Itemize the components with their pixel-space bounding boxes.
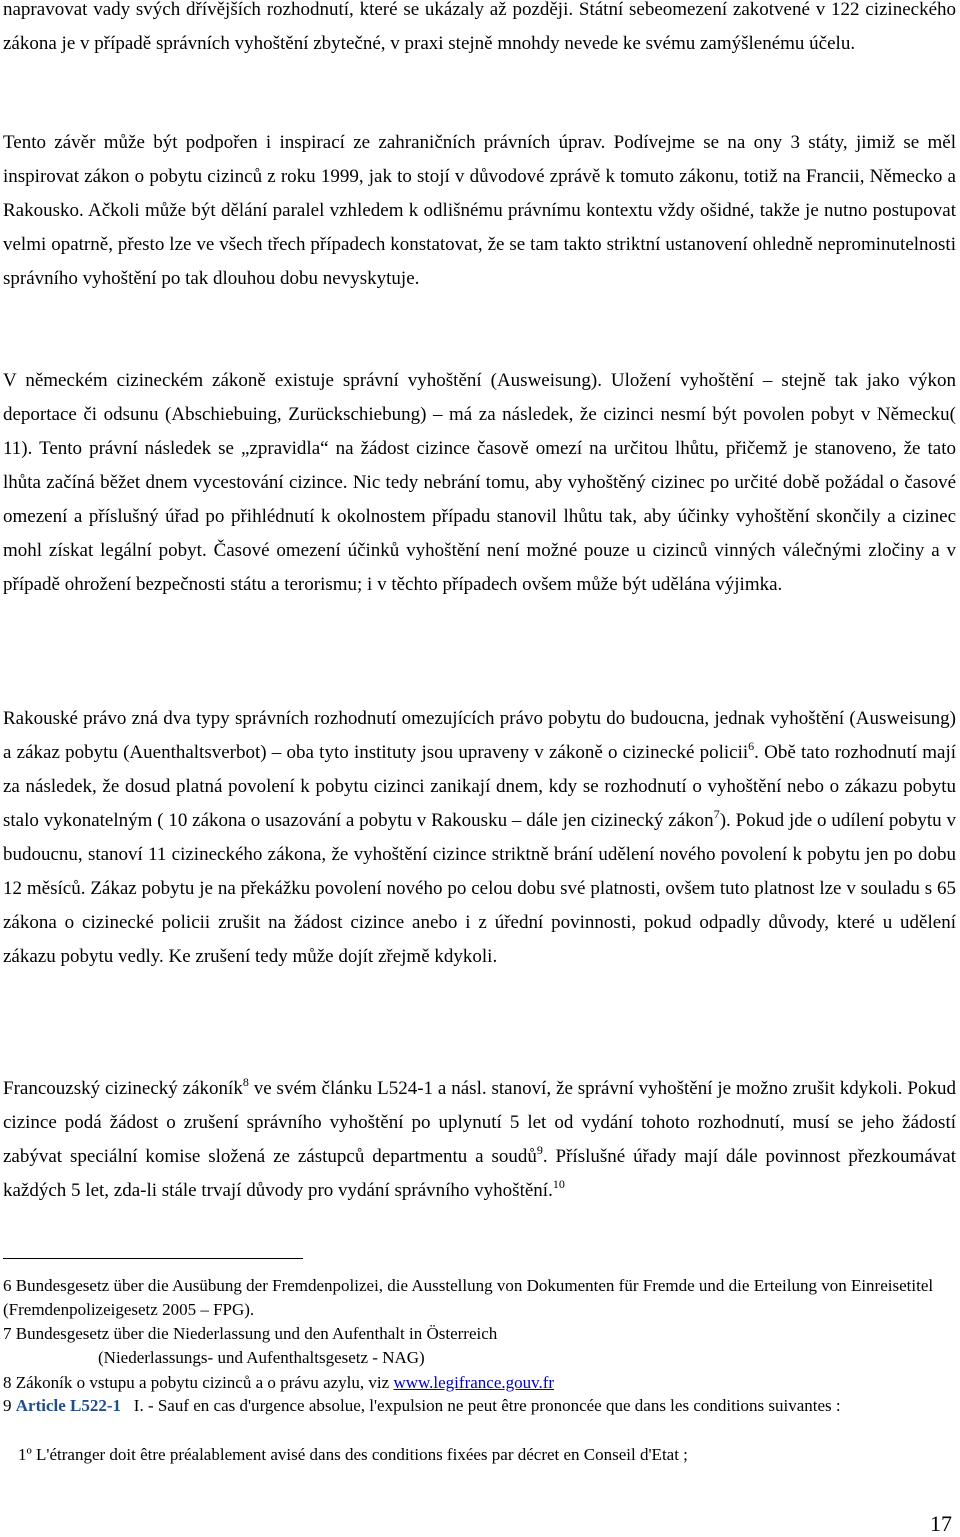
footnote-7: 7 Bundesgesetz über die Niederlassung und den Aufenthalt in Österreich — [3, 1324, 498, 1343]
paragraph-4-part-a: Rakouské právo zná dva typy správních rozhodnutí omezujících právo pobytu do budoucna, jednak vyhoštění (Ausweisung) a zákaz pobytu (Auenthaltsverbot) – oba tyto instituty jsou upraveny v zákoně o cizinecké policii — [3, 708, 956, 763]
legifrance-link[interactable]: www.legifrance.gouv.fr — [393, 1373, 555, 1392]
paragraph-4 — [3, 702, 956, 974]
paragraph-3: V německém cizineckém zákoně existuje správní vyhoštění (Ausweisung). Uložení vyhoštění – stejně tak jako výkon deportace či odsunu (Abschiebuing, Zurückschiebung) – má za následek, že cizinci nesmí být povolen pobyt v Německu( 11). Tento právní následek se „zpravidla“ na žádost cizince časově omezí na určitou lhůtu, přičemž je stanoveno, že tato lhůta začíná běžet dnem vycestování cizince. Nic tedy nebrání tomu, aby vyhoštěný cizinec po určité době požádal o časové omezení a příslušný úřad po přihlédnutí k okolnostem případu stanovil lhůtu tak, aby účinky vyhoštění skončily a cizinec mohl získat legální pobyt. Časové omezení účinků vyhoštění není možné pouze u cizinců vinných válečnými zločiny a v případě ohrožení bezpečnosti státu a terorismu; i v těchto případech ovšem může být udělána výjimka. — [3, 370, 956, 595]
paragraph-1: napravovat vady svých dřívějších rozhodnutí, které se ukázaly až později. Státní sebeomezení zakotvené v 122 cizineckého zákona je v případě správních vyhoštění zbytečné, v praxi stejně mnohdy nevede ke svému zamýšlenému účelu. — [3, 0, 956, 54]
footnote-9-number: 9 — [3, 1396, 16, 1415]
paragraph-4-part-b: . Obě tato rozhodnutí mají za následek, že dosud platná povolení k pobytu cizinci zanikají dnem, kdy se rozhodnutí o vyhoštění nebo o zákazu pobytu stalo vykonatelným ( 10 zákona o usazování a pobytu v Rakousku – dále jen cizinecký zákon — [3, 742, 957, 831]
footnote-6: 6 Bundesgesetz über die Ausübung der Fremdenpolizei, die Ausstellung von Dokumenten für Fremde und die Erteilung von Einreisetitel (Fremdenpolizeigesetz 2005 – FPG). — [3, 1276, 934, 1319]
footnote-9-item-1: 1º L'étranger doit être préalablement avisé dans des conditions fixées par décret en Conseil d'Etat ; — [18, 1445, 688, 1464]
article-l522-1-label: Article L522-1 — [15, 1396, 122, 1415]
footnote-9 — [3, 1394, 943, 1418]
footnote-separator — [3, 1258, 303, 1259]
paragraph-4-part-c: ). Pokud jde o udílení pobytu v budoucnu, stanoví 11 cizineckého zákona, že vyhoštění cizince striktně brání udělení nového povolení k pobytu jen po dobu 12 měsíců. Zákaz pobytu je na překážku povolení nového po celou dobu své platnosti, ovšem tuto platnost lze v souladu s 65 zákona o cizinecké policii zrušit na žádost cizince anebo i z úřední povinnosti, pokud odpadly důvody, které u udělení zákazu pobytu vedly. Ke zrušení tedy může dojít zřejmě kdykoli. — [3, 810, 956, 967]
footnote-9-text: I. - Sauf en cas d'urgence absolue, l'expulsion ne peut être prononcée que dans les conditions suivantes : — [121, 1396, 841, 1415]
footnote-ref-7: 7 — [713, 807, 720, 821]
paragraph-2: Tento závěr může být podpořen i inspirací ze zahraničních právních úprav. Podívejme se na ony 3 státy, jimiž se měl inspirovat zákon o pobytu cizinců z roku 1999, jak to stojí v důvodové zprávě k tomuto zákonu, totiž na Francii, Německo a Rakousko. Ačkoli může být dělání paralel vzhledem k odlišnému právnímu kontextu vždy ošidné, takže je nutno postupovat velmi opatrně, přesto lze ve všech třech případech konstatovat, že se tam takto striktní ustanovení ohledně neprominutelnosti správního vyhoštění po tak dlouhou dobu nevyskytuje. — [3, 132, 956, 289]
footnote-ref-6: 6 — [748, 739, 755, 753]
paragraph-5-part-b: ve svém článku L524-1 a násl. stanoví, že správní vyhoštění je možno zrušit kdykoli. Pokud cizince podá žádost o zrušení správního vyhoštění po uplynutí 5 let od vydání tohoto rozhodnutí, musí se jeho žádostí zabývat speciální komise složená ze zástupců departmentu a soudů — [3, 1078, 956, 1167]
footnote-8 — [3, 1371, 943, 1395]
footnote-ref-10: 10 — [552, 1177, 565, 1191]
paragraph-5-part-c: . Příslušné úřady mají dále povinnost přezkoumávat každých 5 let, zda-li stále trvají důvody pro vydání správního vyhoštění. — [3, 1146, 956, 1201]
footnote-ref-8: 8 — [242, 1075, 249, 1089]
footnote-ref-9: 9 — [536, 1143, 543, 1157]
page-number: 17 — [930, 1511, 952, 1536]
footnote-8-text: 8 Zákoník o vstupu a pobytu cizinců a o právu azylu, viz — [3, 1373, 394, 1392]
paragraph-5 — [3, 1072, 956, 1208]
footnote-7-continuation: (Niederlassungs- und Aufenthaltsgesetz - NAG) — [98, 1348, 425, 1367]
paragraph-5-part-a: Francouzský cizinecký zákoník — [3, 1078, 243, 1099]
